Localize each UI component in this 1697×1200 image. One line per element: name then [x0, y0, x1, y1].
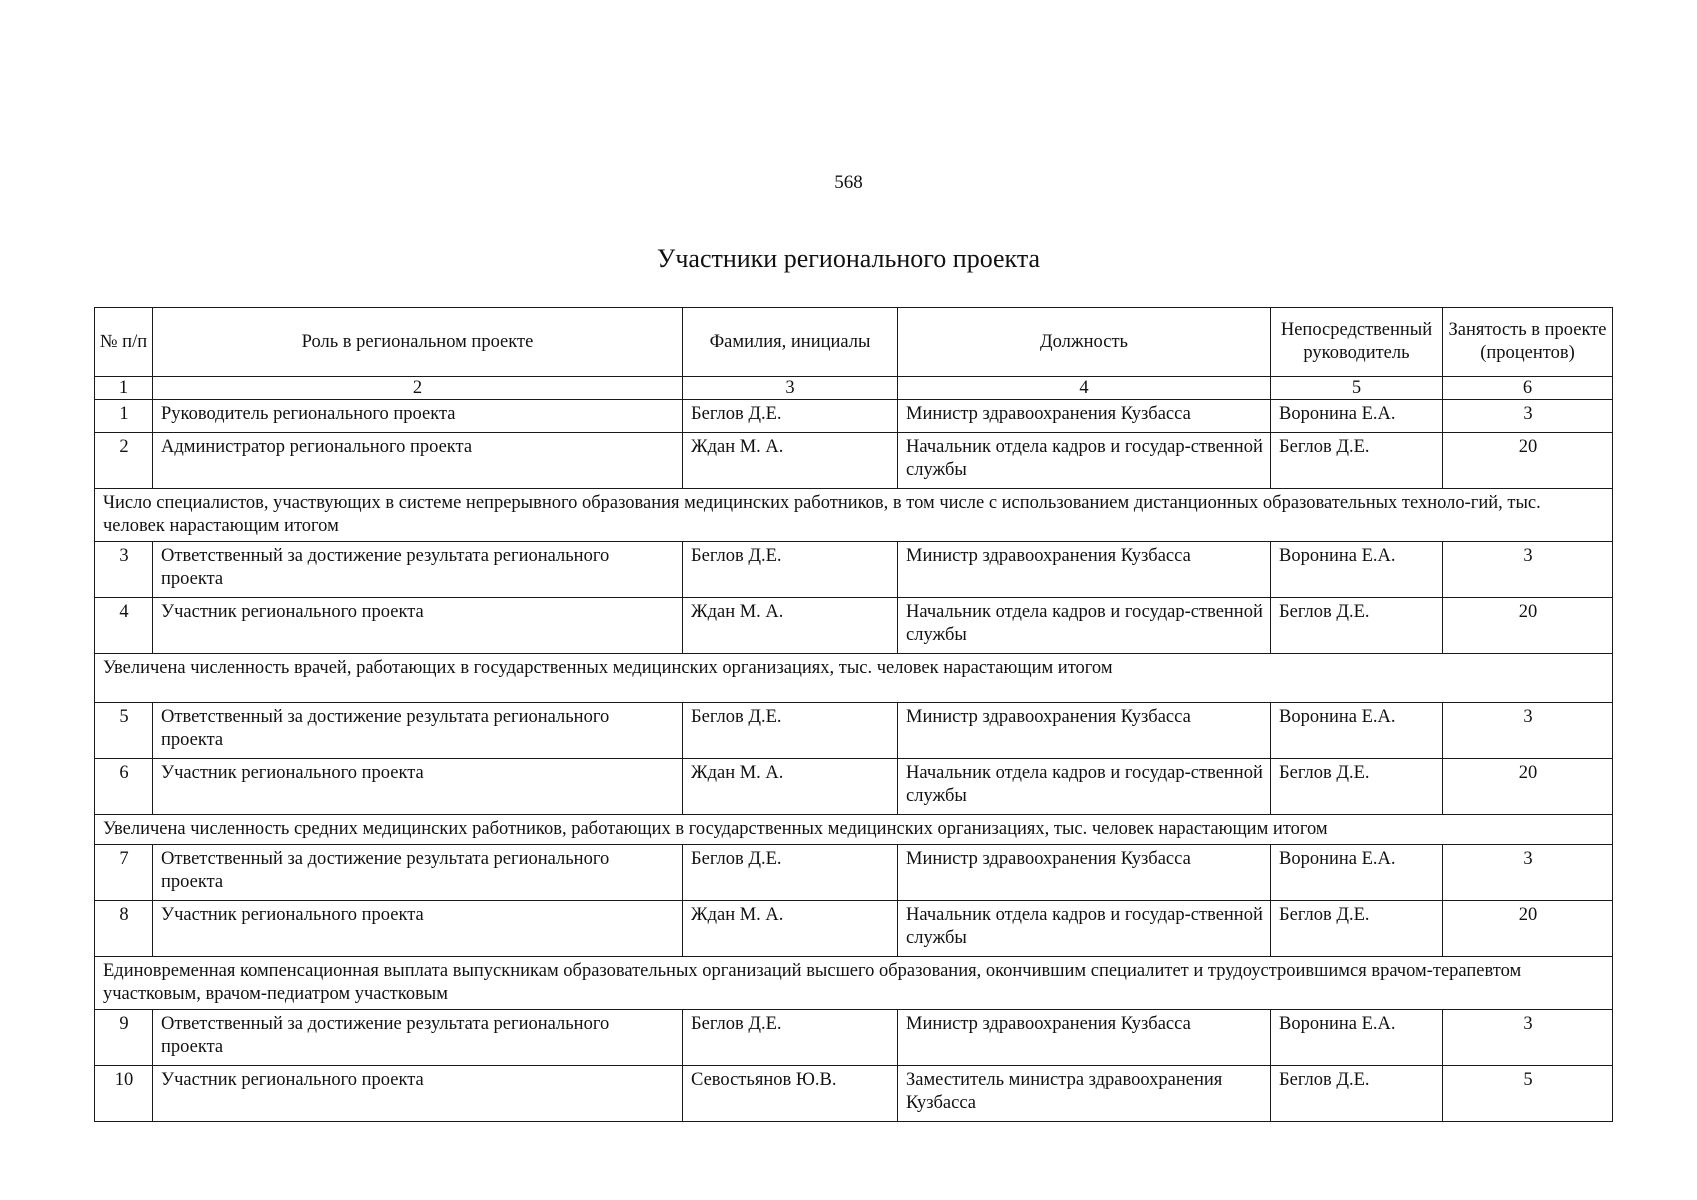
row-role: Ответственный за достижение результата регионального проекта: [153, 542, 683, 598]
row-employment: 3: [1443, 703, 1613, 759]
row-employment: 3: [1443, 845, 1613, 901]
column-number: 6: [1443, 377, 1613, 400]
page-number: 568: [834, 172, 863, 193]
column-number: 4: [898, 377, 1271, 400]
column-number-row: [95, 377, 1613, 400]
row-role: Руководитель регионального проекта: [153, 400, 683, 433]
row-role: Участник регионального проекта: [153, 901, 683, 957]
row-name: Ждан М. А.: [683, 759, 898, 815]
row-employment: 20: [1443, 433, 1613, 489]
header-supervisor: Непосредственный руководитель: [1271, 308, 1443, 377]
row-name: Беглов Д.Е.: [683, 542, 898, 598]
row-name: Беглов Д.Е.: [683, 845, 898, 901]
row-employment: 20: [1443, 759, 1613, 815]
table-row: [95, 433, 1613, 489]
section-title: Единовременная компенсационная выплата выпускникам образовательных организаций высшего образования, окончившим специалитет и трудоустроившимся врачом-терапевтом участковым, врачом-педиатром участковым: [95, 957, 1613, 1010]
row-name: Ждан М. А.: [683, 433, 898, 489]
table-row: [95, 759, 1613, 815]
row-employment: 5: [1443, 1066, 1613, 1122]
section-row: [95, 489, 1613, 542]
row-name: Беглов Д.Е.: [683, 400, 898, 433]
row-supervisor: Беглов Д.Е.: [1271, 433, 1443, 489]
table-row: [95, 542, 1613, 598]
row-number: 10: [95, 1066, 153, 1122]
section-row: [95, 654, 1613, 703]
row-employment: 3: [1443, 1010, 1613, 1066]
row-role: Администратор регионального проекта: [153, 433, 683, 489]
row-role: Ответственный за достижение результата регионального проекта: [153, 1010, 683, 1066]
row-role: Участник регионального проекта: [153, 598, 683, 654]
row-name: Беглов Д.Е.: [683, 703, 898, 759]
row-position: Министр здравоохранения Кузбасса: [898, 703, 1271, 759]
section-title: Число специалистов, участвующих в системе непрерывного образования медицинских работников, в том числе с использованием дистанционных образовательных техноло-гий, тыс. человек нарастающим итогом: [95, 489, 1613, 542]
row-position: Начальник отдела кадров и государ-ственной службы: [898, 598, 1271, 654]
row-supervisor: Беглов Д.Е.: [1271, 901, 1443, 957]
section-row: [95, 815, 1613, 845]
row-supervisor: Беглов Д.Е.: [1271, 1066, 1443, 1122]
row-supervisor: Воронина Е.А.: [1271, 845, 1443, 901]
table-row: [95, 901, 1613, 957]
row-position: Начальник отдела кадров и государ-ственной службы: [898, 901, 1271, 957]
participants-table: [94, 307, 1613, 1122]
section-title: Увеличена численность врачей, работающих в государственных медицинских организациях, тыс. человек нарастающим итогом: [95, 654, 1613, 703]
header-employment: Занятость в проекте (процентов): [1443, 308, 1613, 377]
row-supervisor: Воронина Е.А.: [1271, 542, 1443, 598]
table-header: [95, 308, 1613, 400]
row-position: Начальник отдела кадров и государ-ственной службы: [898, 433, 1271, 489]
column-number: 2: [153, 377, 683, 400]
row-number: 7: [95, 845, 153, 901]
row-number: 4: [95, 598, 153, 654]
row-role: Участник регионального проекта: [153, 1066, 683, 1122]
table-row: [95, 400, 1613, 433]
row-employment: 20: [1443, 901, 1613, 957]
row-name: Ждан М. А.: [683, 598, 898, 654]
row-employment: 3: [1443, 542, 1613, 598]
header-position: Должность: [898, 308, 1271, 377]
row-employment: 3: [1443, 400, 1613, 433]
header-name: Фамилия, инициалы: [683, 308, 898, 377]
table-row: [95, 1066, 1613, 1122]
table-row: [95, 845, 1613, 901]
row-employment: 20: [1443, 598, 1613, 654]
header-num: № п/п: [95, 308, 153, 377]
row-position: Начальник отдела кадров и государ-ственной службы: [898, 759, 1271, 815]
row-name: Беглов Д.Е.: [683, 1010, 898, 1066]
row-role: Участник регионального проекта: [153, 759, 683, 815]
row-supervisor: Воронина Е.А.: [1271, 1010, 1443, 1066]
row-supervisor: Воронина Е.А.: [1271, 703, 1443, 759]
table-row: [95, 703, 1613, 759]
header-role: Роль в региональном проекте: [153, 308, 683, 377]
table-row: [95, 598, 1613, 654]
column-number: 3: [683, 377, 898, 400]
table-body: [95, 400, 1613, 1122]
row-number: 6: [95, 759, 153, 815]
row-position: Заместитель министра здравоохранения Кузбасса: [898, 1066, 1271, 1122]
row-number: 9: [95, 1010, 153, 1066]
row-number: 5: [95, 703, 153, 759]
header-row: [95, 308, 1613, 377]
row-position: Министр здравоохранения Кузбасса: [898, 542, 1271, 598]
row-position: Министр здравоохранения Кузбасса: [898, 845, 1271, 901]
row-number: 2: [95, 433, 153, 489]
column-number: 5: [1271, 377, 1443, 400]
table-row: [95, 1010, 1613, 1066]
row-role: Ответственный за достижение результата регионального проекта: [153, 845, 683, 901]
row-supervisor: Беглов Д.Е.: [1271, 598, 1443, 654]
page-title: Участники регионального проекта: [656, 244, 1041, 273]
column-number: 1: [95, 377, 153, 400]
row-name: Севостьянов Ю.В.: [683, 1066, 898, 1122]
row-name: Ждан М. А.: [683, 901, 898, 957]
row-supervisor: Воронина Е.А.: [1271, 400, 1443, 433]
row-number: 8: [95, 901, 153, 957]
row-number: 1: [95, 400, 153, 433]
row-role: Ответственный за достижение результата регионального проекта: [153, 703, 683, 759]
row-number: 3: [95, 542, 153, 598]
row-position: Министр здравоохранения Кузбасса: [898, 1010, 1271, 1066]
row-supervisor: Беглов Д.Е.: [1271, 759, 1443, 815]
section-title: Увеличена численность средних медицинских работников, работающих в государственных медицинских организациях, тыс. человек нарастающим итогом: [95, 815, 1613, 845]
section-row: [95, 957, 1613, 1010]
row-position: Министр здравоохранения Кузбасса: [898, 400, 1271, 433]
